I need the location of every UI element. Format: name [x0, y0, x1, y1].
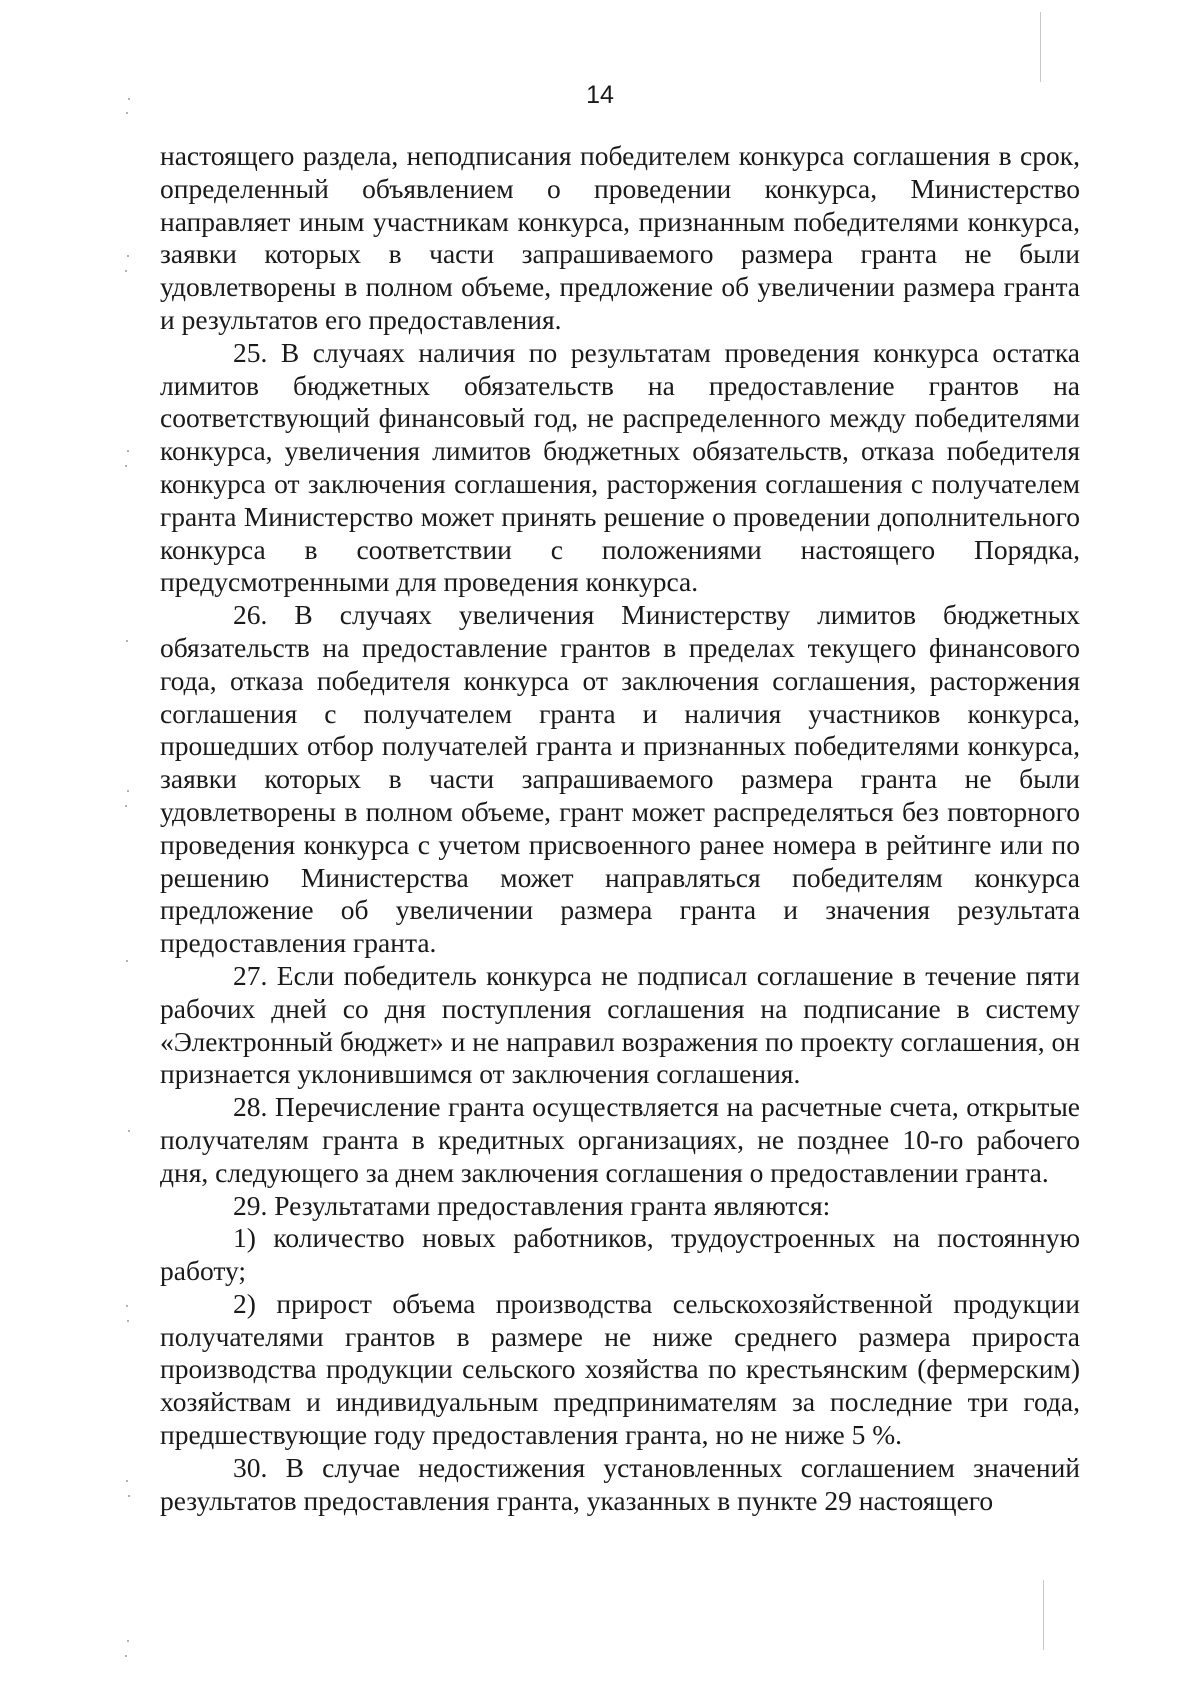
scan-dot: [125, 1655, 127, 1657]
paragraph-29-item-1: 1) количество новых работников, трудоустроенных на постоянную работу;: [160, 1222, 1080, 1287]
paragraph-27: 27. Если победитель конкурса не подписал соглашение в течение пяти рабочих дней со дня поступления соглашения на подписание в систему «Электронный бюджет» и не направил возражения по проекту соглашения, он признается уклонившимся от заключения соглашения.: [160, 959, 1080, 1090]
paragraph-30: 30. В случае недостижения установленных соглашением значений результатов предоставления гранта, указанных в пункте 29 настоящего: [160, 1451, 1080, 1516]
scan-dot: [127, 1320, 129, 1322]
scan-dot: [125, 465, 127, 467]
paragraph-26: 26. В случаях увеличения Министерству лимитов бюджетных обязательств на предоставление грантов в пределах текущего финансового года, отказа победителя конкурса от заключения соглашения, расторжения соглашения с получателем гранта и наличия участников конкурса, прошедших отбор получателей гранта и признанных победителями конкурса, заявки которых в части запрашиваемого размера гранта не были удовлетворены в полном объеме, грант может распределяться без повторного проведения конкурса с учетом присвоенного ранее номера в рейтинге или по решению Министерства может направляться победителям конкурса предложение об увеличении размера гранта и значения результата предоставления гранта.: [160, 599, 1080, 959]
page-number: 14: [586, 81, 614, 109]
scan-dot: [126, 1480, 128, 1482]
scan-dot: [127, 790, 129, 792]
scan-edge-line: [1040, 12, 1041, 82]
scan-edge-line: [1043, 1580, 1044, 1650]
scan-dot: [127, 450, 129, 452]
scan-dot: [127, 255, 129, 257]
scan-dot: [125, 270, 127, 272]
scan-dot: [127, 1640, 129, 1642]
scan-dot: [126, 1305, 128, 1307]
scan-dot: [126, 640, 128, 642]
scan-dot: [128, 98, 130, 100]
paragraph-29: 29. Результатами предоставления гранта являются:: [233, 1189, 831, 1221]
paragraph-25: 25. В случаях наличия по результатам проведения конкурса остатка лимитов бюджетных обязательств на предоставление грантов на соответствующий финансовый год, не распределенного между победителями конкурса, увеличения лимитов бюджетных обязательств, отказа победителя конкурса от заключения соглашения, расторжения соглашения с получателем гранта Министерство может принять решение о проведении дополнительного конкурса в соответствии с положениями настоящего Порядка, предусмотренными для проведения конкурса.: [160, 336, 1080, 598]
scan-dot: [126, 960, 128, 962]
paragraph-28: 28. Перечисление гранта осуществляется на расчетные счета, открытые получателям гранта в кредитных организациях, не позднее 10-го рабочего дня, следующего за днем заключения соглашения о предоставлении гранта.: [160, 1091, 1080, 1188]
scan-dot: [128, 1495, 130, 1497]
scan-dot: [126, 112, 128, 114]
scan-dot: [125, 805, 127, 807]
paragraph-29-item-2: 2) прирост объема производства сельскохозяйственной продукции получателями грантов в размере не ниже среднего размера прироста производства продукции сельского хозяйства по крестьянским (фермерским) хозяйствам и индивидуальным предпринимателям за последние три года, предшествующие году предоставления гранта, но не ниже 5 %.: [160, 1287, 1080, 1451]
paragraph-continuation: настоящего раздела, неподписания победителем конкурса соглашения в срок, определенный объявлением о проведении конкурса, Министерство направляет иным участникам конкурса, признанным победителями конкурса, заявки которых в части запрашиваемого размера гранта не были удовлетворены в полном объеме, предложение об увеличении размера гранта и результатов его предоставления.: [160, 140, 1080, 335]
document-body: [160, 140, 1080, 1517]
scan-dot: [128, 1130, 130, 1132]
